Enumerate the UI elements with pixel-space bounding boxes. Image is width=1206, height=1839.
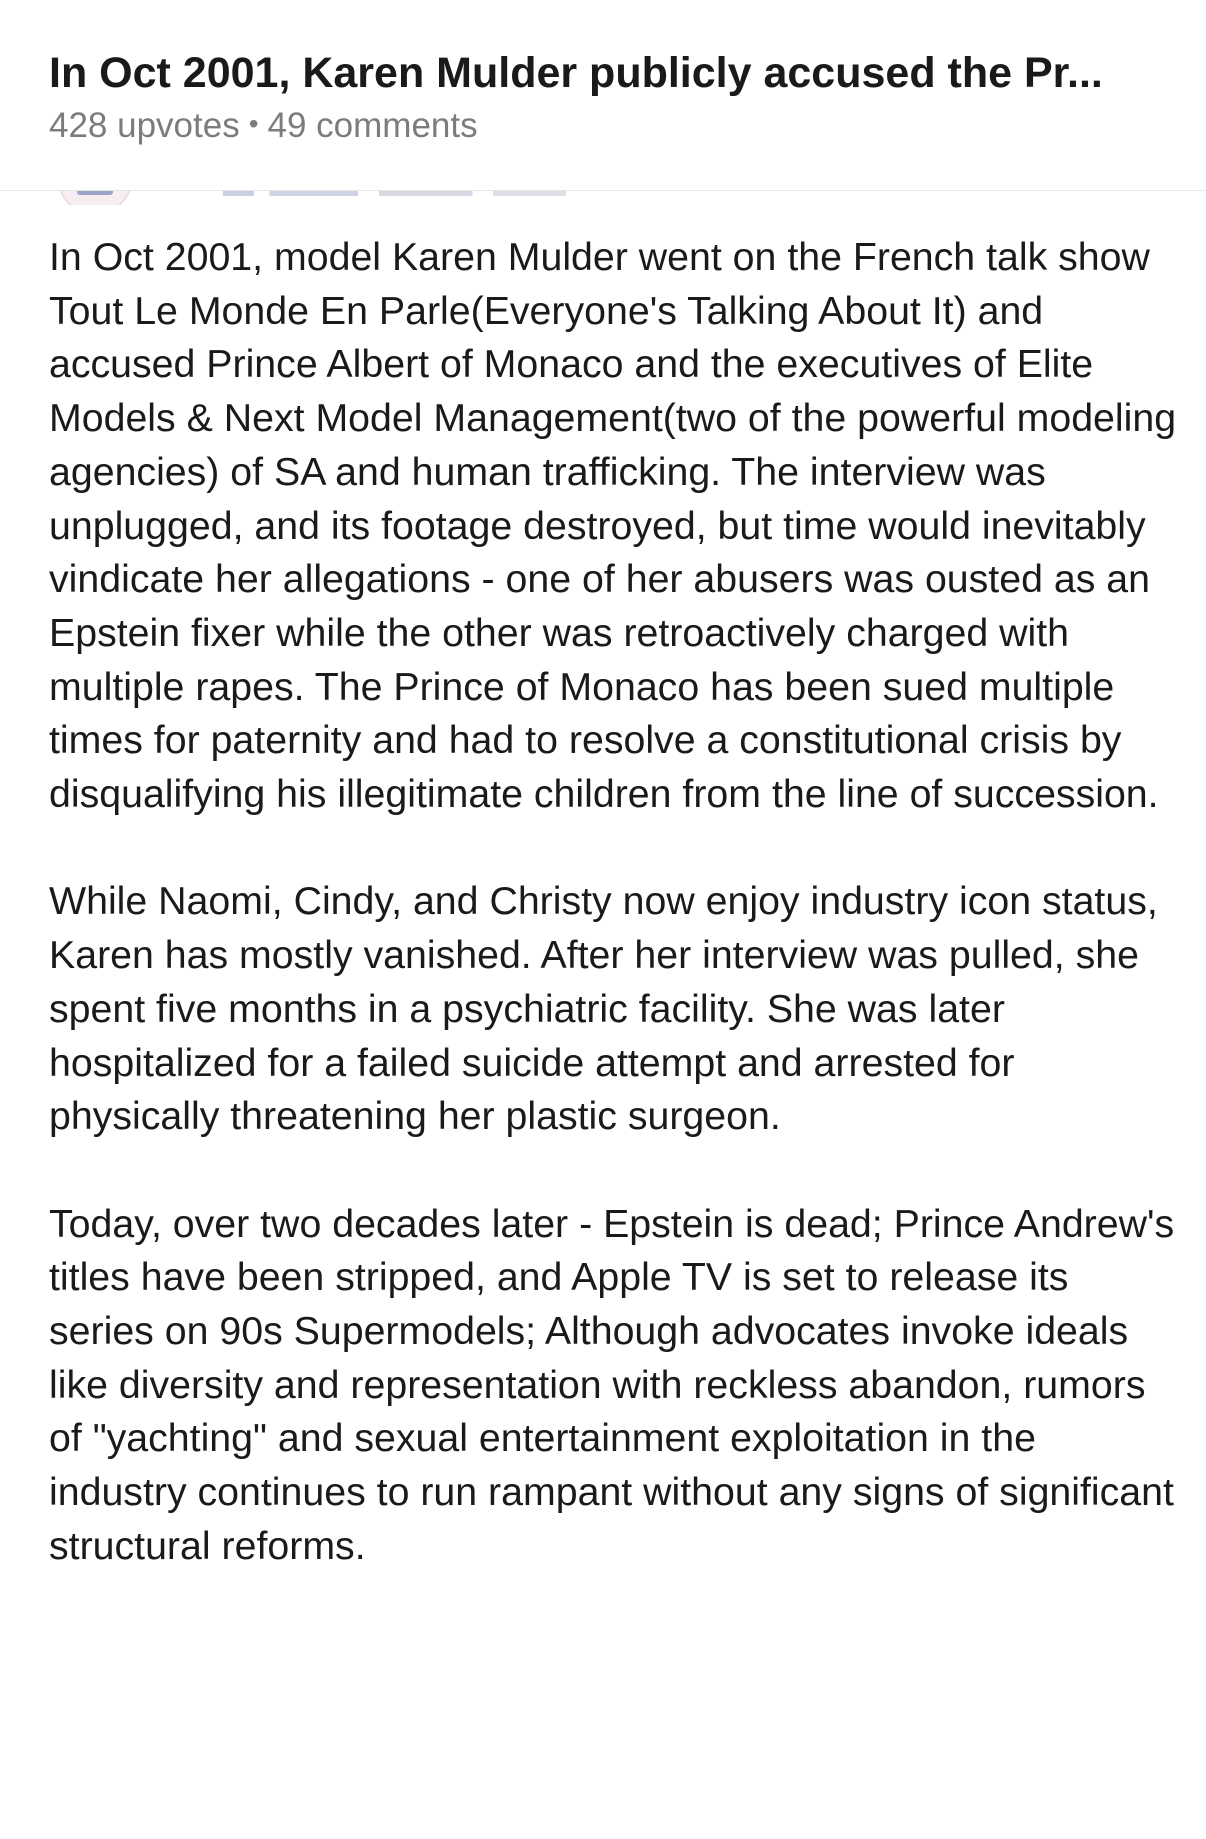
meta-separator: • bbox=[248, 108, 259, 139]
post-header bbox=[0, 0, 1206, 191]
author-row-partial bbox=[0, 191, 1206, 205]
post-meta bbox=[49, 102, 478, 148]
body-paragraph: In Oct 2001, model Karen Mulder went on the French talk show Tout Le Monde En Parle(Everyone's Talking About It) and accused Prince Albert of Monaco and the executives of Elite Models & Next Model Management(two of the powerful modeling agencies) of SA and human trafficking. The interview was unplugged, and its footage destroyed, but time would inevitably vindicate her allegations - one of her abusers was ousted as an Epstein fixer while the other was retroactively charged with multiple rapes. The Prince of Monaco has been sued multiple times for paternity and had to resolve a constitutional crisis by disqualifying his illegitimate children from the line of succession. bbox=[49, 235, 1177, 817]
post-body bbox=[49, 231, 1179, 1627]
upvote-count: 428 upvotes bbox=[49, 106, 240, 145]
avatar-image bbox=[77, 191, 113, 195]
body-paragraph: Today, over two decades later - Epstein is dead; Prince Andrew's titles have been stripped, and Apple TV is set to release its series on 90s Supermodels; Although advocates invoke ideals like diversity and representation with reckless abandon, rumors of "yachting" and sexual entertainment exploitation in the industry continues to run rampant without any signs of significant structural reforms. bbox=[49, 1201, 1175, 1568]
author-text-partial bbox=[150, 191, 670, 196]
comment-count[interactable]: 49 comments bbox=[267, 106, 478, 145]
body-paragraph: While Naomi, Cindy, and Christy now enjoy industry icon status, Karen has mostly vanished. After her interview was pulled, she spent five months in a psychiatric facility. She was later hospitalized for a failed suicide attempt and arrested for physically threatening her plastic surgeon. bbox=[49, 879, 1158, 1139]
avatar[interactable] bbox=[57, 191, 133, 205]
post-title[interactable]: In Oct 2001, Karen Mulder publicly accused the Pr... bbox=[49, 49, 1103, 97]
